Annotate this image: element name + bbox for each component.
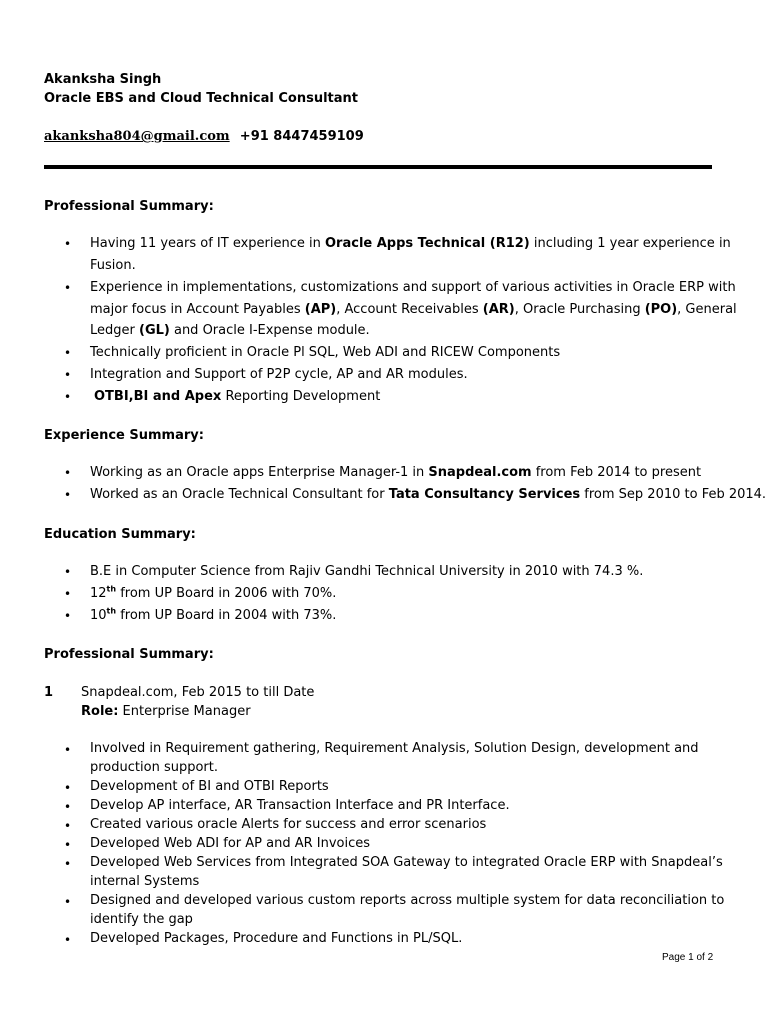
list-item: Integration and Support of P2P cycle, AP and AR modules. (90, 367, 468, 382)
bullet-icon: • (64, 390, 72, 404)
bullet-icon: • (64, 488, 72, 502)
project-number: 1 (44, 685, 54, 700)
list-item: Worked as an Oracle Technical Consultant for Tata Consultancy Services from Sep 2010 to Feb 2014. (90, 487, 767, 502)
bullet-icon: • (64, 933, 72, 947)
bullet-icon: • (64, 237, 72, 251)
bullet-icon: • (64, 368, 72, 382)
list-item: 12th from UP Board in 2006 with 70%. (90, 584, 337, 601)
list-item: Experience in implementations, customizations and support of various activities in Oracle ERP with major focus in Account Payables (AP), Account Receivables (AR), Oracle Purchasing (PO), General Ledger (GL) and Oracle I-Expense module. (90, 280, 737, 338)
candidate-name: Akanksha Singh (44, 72, 162, 87)
list-item: Developed Packages, Procedure and Functions in PL/SQL. (90, 931, 463, 946)
bullet-icon: • (64, 565, 72, 579)
bullet-icon: • (64, 895, 72, 909)
phone-number: +91 8447459109 (239, 129, 364, 144)
bullet-icon: • (64, 781, 72, 795)
list-item: OTBI,BI and Apex Reporting Development (94, 389, 381, 404)
contact-line (44, 129, 364, 145)
bullet-icon: • (64, 857, 72, 871)
list-item: Technically proficient in Oracle Pl SQL, Web ADI and RICEW Components (90, 345, 561, 360)
list-item: Developed Web Services from Integrated SOA Gateway to integrated Oracle ERP with Snapdeal’s internal Systems (90, 855, 723, 889)
section-heading-professional-summary: Professional Summary: (44, 199, 214, 214)
project-company: Snapdeal.com, Feb 2015 to till Date (81, 685, 315, 700)
section-heading-experience-summary: Experience Summary: (44, 428, 204, 443)
list-item: Created various oracle Alerts for success and error scenarios (90, 817, 487, 832)
section-heading-project-summary: Professional Summary: (44, 647, 214, 662)
candidate-title: Oracle EBS and Cloud Technical Consultant (44, 91, 359, 106)
bullet-icon: • (64, 466, 72, 480)
list-item: Development of BI and OTBI Reports (90, 779, 329, 794)
list-item: Working as an Oracle apps Enterprise Manager-1 in Snapdeal.com from Feb 2014 to present (90, 465, 702, 480)
list-item: Develop AP interface, AR Transaction Interface and PR Interface. (90, 798, 510, 813)
bullet-icon: • (64, 281, 72, 295)
bullet-icon: • (64, 819, 72, 833)
list-item: Having 11 years of IT experience in Oracle Apps Technical (R12) including 1 year experience in Fusion. (90, 236, 731, 273)
section-heading-education-summary: Education Summary: (44, 527, 196, 542)
bullet-icon: • (64, 838, 72, 852)
bullet-icon: • (64, 609, 72, 623)
bullet-icon: • (64, 743, 72, 757)
bullet-icon: • (64, 587, 72, 601)
project-role: Role: Enterprise Manager (81, 704, 251, 719)
bullet-icon: • (64, 346, 72, 360)
header-divider (44, 165, 712, 169)
list-item: Developed Web ADI for AP and AR Invoices (90, 836, 371, 851)
list-item: Designed and developed various custom reports across multiple system for data reconciliation to identify the gap (90, 893, 725, 927)
bullet-icon: • (64, 800, 72, 814)
list-item: 10th from UP Board in 2004 with 73%. (90, 606, 337, 623)
email-link[interactable]: akanksha804@gmail.com (44, 129, 230, 144)
page-number: Page 1 of 2 (662, 952, 714, 963)
list-item: Involved in Requirement gathering, Requirement Analysis, Solution Design, development and production support. (90, 741, 699, 775)
list-item: B.E in Computer Science from Rajiv Gandhi Technical University in 2010 with 74.3 %. (90, 564, 644, 579)
